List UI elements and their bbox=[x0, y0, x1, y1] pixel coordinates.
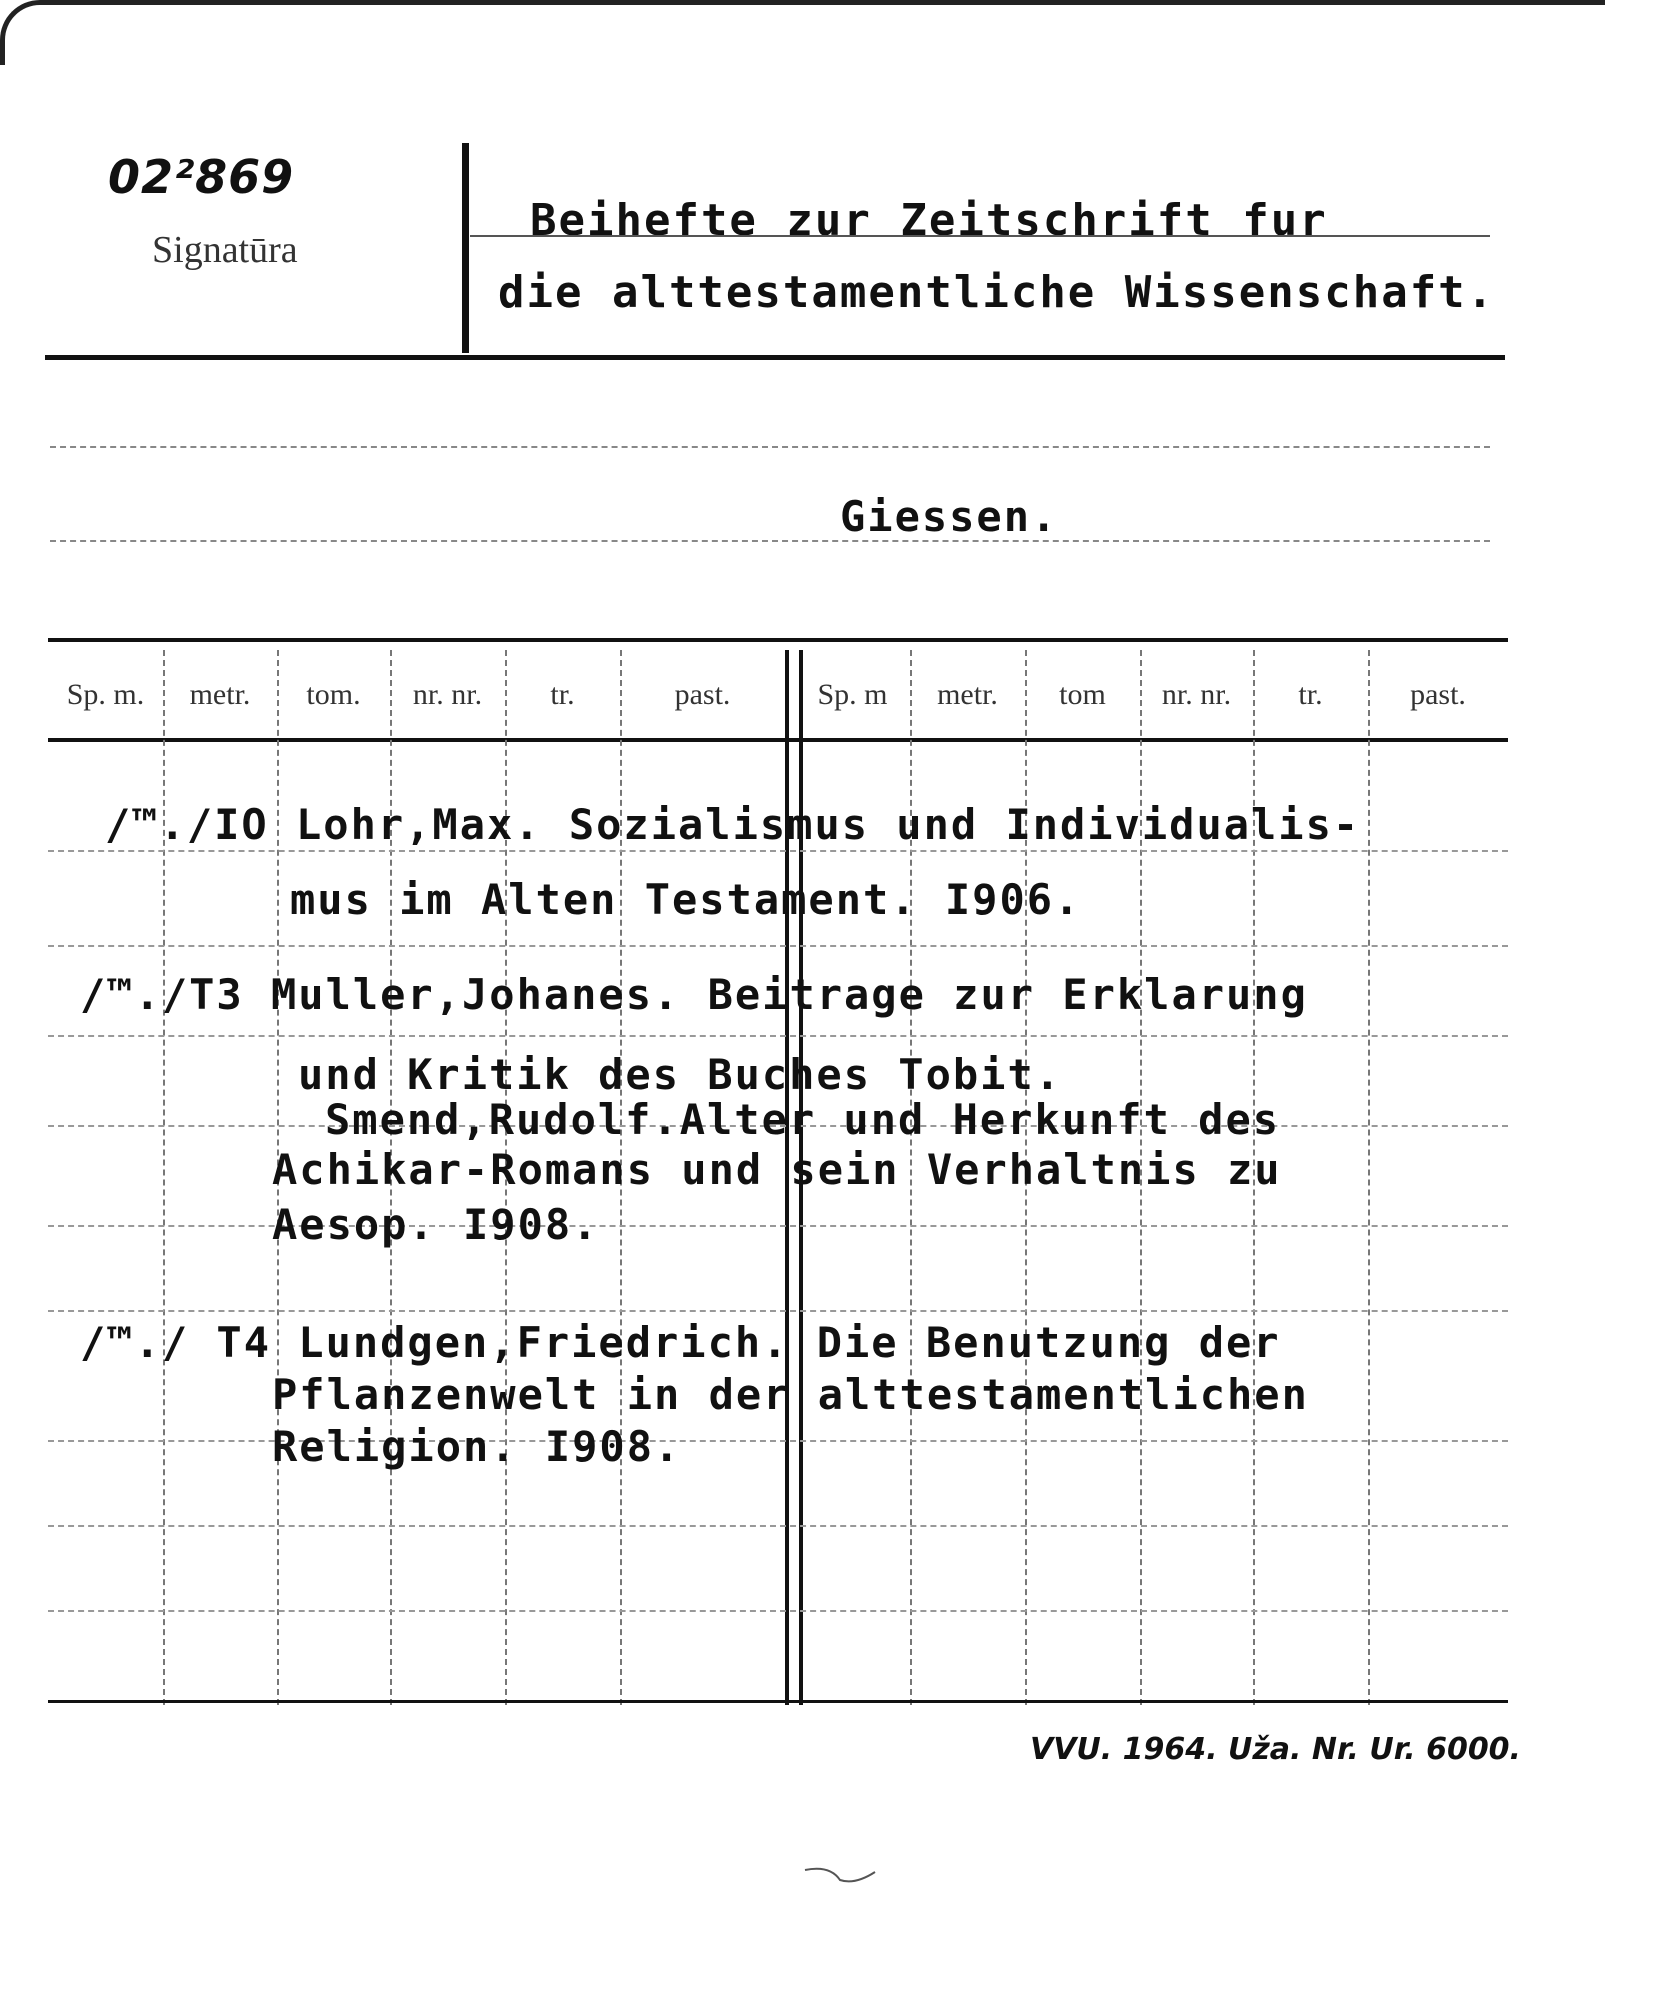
title-line-2: die alttestamentliche Wissenschaft. bbox=[498, 267, 1496, 318]
grid-bottom-rule bbox=[48, 1700, 1508, 1703]
entry-3-line-3: Religion. I908. bbox=[272, 1422, 682, 1471]
row-rule bbox=[48, 1225, 1508, 1227]
row-rule bbox=[48, 1610, 1508, 1612]
column-header-tr-2: tr. bbox=[1298, 678, 1323, 711]
column-header-metr-2: metr. bbox=[937, 678, 998, 711]
column-header-nr: nr. nr. bbox=[412, 678, 483, 711]
entry-2-line-4: Achikar-Romans und sein Verhaltnis zu bbox=[272, 1145, 1282, 1194]
print-run-note: VVU. 1964. Uža. Nr. Ur. 6000. bbox=[1030, 1732, 1521, 1767]
grid-header-rule bbox=[48, 738, 1508, 742]
entry-1-line-2: mus im Alten Testament. I906. bbox=[290, 875, 1082, 924]
row-rule bbox=[48, 1440, 1508, 1442]
scribble-mark bbox=[800, 1860, 880, 1890]
entry-1-line-1: /™./IO Lohr,Max. Sozialismus und Individualis- bbox=[105, 800, 1361, 849]
entry-3-line-1: /™./ T4 Lundgen,Friedrich. Die Benutzung der bbox=[80, 1318, 1281, 1367]
column-header-past-2: past. bbox=[1410, 678, 1466, 711]
row-rule bbox=[48, 1310, 1508, 1312]
header-divider bbox=[462, 143, 469, 353]
entry-2-line-1: /™./T3 Muller,Johanes. Beitrage zur Erklarung bbox=[80, 970, 1308, 1019]
row-rule bbox=[48, 945, 1508, 947]
card-border bbox=[0, 0, 1605, 65]
grid-top-rule bbox=[48, 638, 1508, 642]
call-number-label: Signatūra bbox=[152, 229, 298, 271]
header-rule bbox=[45, 355, 1505, 360]
place-rule-bottom bbox=[50, 540, 1490, 542]
column-header-sp-m-2: Sp. m bbox=[817, 678, 888, 711]
column-header-nr-2: nr. nr. bbox=[1161, 678, 1232, 711]
entry-2-line-3: Smend,Rudolf.Alter und Herkunft des bbox=[325, 1095, 1281, 1144]
column-header-tom-2: tom bbox=[1059, 678, 1106, 711]
title-line-1: Beihefte zur Zeitschrift fur bbox=[530, 195, 1328, 246]
row-rule bbox=[48, 1035, 1508, 1037]
column-divider bbox=[1368, 650, 1370, 1705]
call-number: 02²869 bbox=[108, 150, 295, 204]
column-header-tr: tr. bbox=[550, 678, 575, 711]
column-header-past: past. bbox=[674, 678, 731, 711]
place-rule-top bbox=[50, 446, 1490, 448]
row-rule bbox=[48, 850, 1508, 852]
entry-2-line-5: Aesop. I908. bbox=[272, 1200, 600, 1249]
entry-2-line-2: und Kritik des Buches Tobit. bbox=[298, 1050, 1063, 1099]
column-header-sp-m: Sp. m. bbox=[66, 678, 145, 711]
title-rule bbox=[470, 235, 1490, 237]
column-header-tom: tom. bbox=[306, 678, 361, 711]
column-header-metr: metr. bbox=[189, 678, 251, 711]
entry-3-line-2: Pflanzenwelt in der alttestamentlichen bbox=[272, 1370, 1309, 1419]
place-of-publication: Giessen. bbox=[840, 492, 1059, 541]
row-rule bbox=[48, 1525, 1508, 1527]
